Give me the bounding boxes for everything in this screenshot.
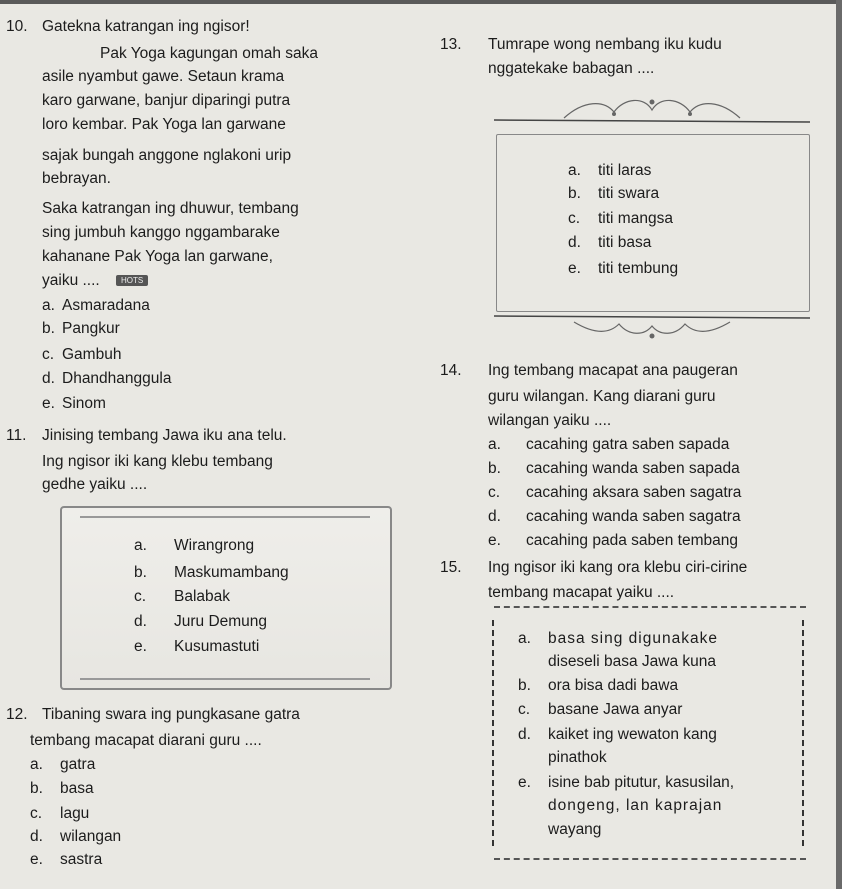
q15-frame-right-edge xyxy=(802,620,804,846)
q10-option-label[interactable]: d. xyxy=(42,370,55,387)
q15-option-label[interactable]: a. xyxy=(518,630,531,647)
q13-line: nggatekake babagan .... xyxy=(488,60,655,77)
q13-option-text[interactable]: titi swara xyxy=(598,185,660,202)
q14-option-label[interactable]: b. xyxy=(488,460,501,477)
q14-option-label[interactable]: d. xyxy=(488,508,501,525)
q15-option-text[interactable]: kaiket ing wewaton kang xyxy=(548,726,717,743)
q10-line: yaiku .... xyxy=(42,272,100,289)
q13-number: 13. xyxy=(440,36,462,53)
q15-line: tembang macapat yaiku .... xyxy=(488,584,675,601)
q12-option-label[interactable]: d. xyxy=(30,828,43,845)
q10-option-text[interactable]: Dhandhanggula xyxy=(62,370,172,387)
q13-option-label[interactable]: a. xyxy=(568,162,581,179)
q12-line: tembang macapat diarani guru .... xyxy=(30,732,262,749)
q11-line: Ing ngisor iki kang klebu tembang xyxy=(42,453,273,470)
ornament-top-icon xyxy=(494,92,810,126)
q15-option-text[interactable]: ora bisa dadi bawa xyxy=(548,677,679,694)
q10-option-text[interactable]: Pangkur xyxy=(62,320,120,337)
q10-option-text[interactable]: Sinom xyxy=(62,395,106,412)
q10-line: Pak Yoga kagungan omah saka xyxy=(100,45,319,62)
q11-option-label[interactable]: a. xyxy=(134,537,147,554)
q10-line: sing jumbuh kanggo nggambarake xyxy=(42,224,280,241)
q11-option-label[interactable]: e. xyxy=(134,638,147,655)
q13-option-text[interactable]: titi tembung xyxy=(598,260,679,277)
q12-option-label[interactable]: c. xyxy=(30,805,43,822)
q14-number: 14. xyxy=(440,362,462,379)
q10-line: kahanane Pak Yoga lan garwane, xyxy=(42,248,273,265)
q12-option-text[interactable]: wilangan xyxy=(60,828,122,845)
q12-option-text[interactable]: lagu xyxy=(60,805,90,822)
q10-option-label[interactable]: e. xyxy=(42,395,55,412)
q11-option-label[interactable]: d. xyxy=(134,613,147,630)
q10-option-label[interactable]: a. xyxy=(42,297,55,314)
q13-option-text[interactable]: titi laras xyxy=(598,162,652,179)
q14-line: Ing tembang macapat ana paugeran xyxy=(488,362,738,379)
q15-number: 15. xyxy=(440,559,462,576)
q12-option-text[interactable]: sastra xyxy=(60,851,103,868)
q14-option-text[interactable]: cacahing wanda saben sagatra xyxy=(526,508,741,525)
q13-option-label[interactable]: d. xyxy=(568,234,581,251)
q15-option-label[interactable]: e. xyxy=(518,774,531,791)
q15-option-text[interactable]: wayang xyxy=(548,821,602,838)
q11-option-label[interactable]: b. xyxy=(134,564,147,581)
q15-option-text[interactable]: pinathok xyxy=(548,749,607,766)
q12-option-label[interactable]: a. xyxy=(30,756,43,773)
q11-option-text[interactable]: Balabak xyxy=(174,588,231,605)
page-right-edge xyxy=(836,0,842,889)
hots-badge: HOTS xyxy=(116,275,148,286)
q10-option-label[interactable]: b. xyxy=(42,320,55,337)
q11-line: Jinising tembang Jawa iku ana telu. xyxy=(42,427,287,444)
q12-option-text[interactable]: basa xyxy=(60,780,94,797)
q10-option-text[interactable]: Asmaradana xyxy=(62,297,150,314)
q13-line: Tumrape wong nembang iku kudu xyxy=(488,36,722,53)
q13-option-text[interactable]: titi basa xyxy=(598,234,652,251)
q11-option-text[interactable]: Maskumambang xyxy=(174,564,289,581)
q10-line: asile nyambut gawe. Setaun krama xyxy=(42,68,285,85)
q10-line: Saka katrangan ing dhuwur, tembang xyxy=(42,200,299,217)
q14-option-label[interactable]: a. xyxy=(488,436,501,453)
q13-option-text[interactable]: titi mangsa xyxy=(598,210,673,227)
q10-line: loro kembar. Pak Yoga lan garwane xyxy=(42,116,286,133)
q15-frame-left-edge xyxy=(492,620,494,846)
q14-line: guru wilangan. Kang diarani guru xyxy=(488,388,716,405)
q13-option-label[interactable]: c. xyxy=(568,210,581,227)
q14-option-label[interactable]: c. xyxy=(488,484,501,501)
q12-line: Tibaning swara ing pungkasane gatra xyxy=(42,706,300,723)
q15-option-text[interactable]: basane Jawa anyar xyxy=(548,701,683,718)
q11-option-text[interactable]: Kusumastuti xyxy=(174,638,260,655)
q12-option-label[interactable]: b. xyxy=(30,780,43,797)
q10-number: 10. xyxy=(6,18,28,35)
q14-line: wilangan yaiku .... xyxy=(488,412,612,429)
q11-option-label[interactable]: c. xyxy=(134,588,147,605)
q10-line: bebrayan. xyxy=(42,170,111,187)
q14-option-text[interactable]: cacahing pada saben tembang xyxy=(526,532,738,549)
q11-option-text[interactable]: Juru Demung xyxy=(174,613,268,630)
q15-option-text[interactable]: diseseli basa Jawa kuna xyxy=(548,653,717,670)
q11-number: 11. xyxy=(6,427,27,444)
q10-option-text[interactable]: Gambuh xyxy=(62,346,122,363)
q14-option-text[interactable]: cacahing wanda saben sapada xyxy=(526,460,740,477)
q15-option-label[interactable]: b. xyxy=(518,677,531,694)
q14-option-text[interactable]: cacahing gatra saben sapada xyxy=(526,436,730,453)
q12-number: 12. xyxy=(6,706,28,723)
q12-option-text[interactable]: gatra xyxy=(60,756,96,773)
page-top-edge xyxy=(0,0,842,4)
q11-option-text[interactable]: Wirangrong xyxy=(174,537,255,554)
q15-option-text[interactable]: isine bab pitutur, kasusilan, xyxy=(548,774,735,791)
q10-line: sajak bungah anggone nglakoni urip xyxy=(42,147,292,164)
q14-option-label[interactable]: e. xyxy=(488,532,501,549)
q11-line: gedhe yaiku .... xyxy=(42,476,148,493)
ornament-bottom-icon xyxy=(494,312,810,342)
q13-option-label[interactable]: b. xyxy=(568,185,581,202)
q10-option-label[interactable]: c. xyxy=(42,346,55,363)
q10-title: Gatekna katrangan ing ngisor! xyxy=(42,18,250,35)
q15-option-label[interactable]: d. xyxy=(518,726,531,743)
q14-option-text[interactable]: cacahing aksara saben sagatra xyxy=(526,484,742,501)
q15-option-text[interactable]: dongeng, lan kaprajan xyxy=(548,797,723,814)
q15-line: Ing ngisor iki kang ora klebu ciri-cirine xyxy=(488,559,748,576)
q10-line: karo garwane, banjur diparingi putra xyxy=(42,92,291,109)
q15-option-text[interactable]: basa sing digunakake xyxy=(548,630,718,647)
q13-option-label[interactable]: e. xyxy=(568,260,581,277)
q12-option-label[interactable]: e. xyxy=(30,851,43,868)
q15-option-label[interactable]: c. xyxy=(518,701,531,718)
